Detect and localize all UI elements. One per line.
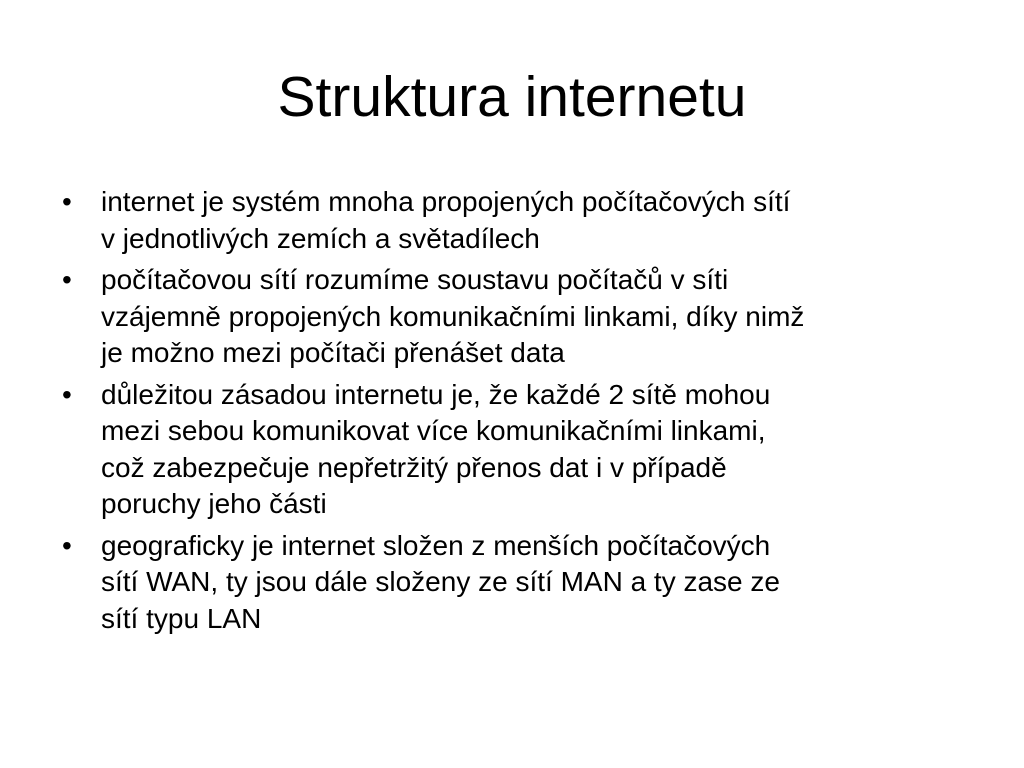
bullet-line: počítačovou sítí rozumíme soustavu počítačů v síti [101, 264, 729, 295]
bullet-icon: • [62, 186, 72, 217]
bullet-line: sítí WAN, ty jsou dále složeny ze sítí MAN a ty zase ze [101, 566, 780, 597]
bullet-line: důležitou zásadou internetu je, že každé 2 sítě mohou [101, 378, 771, 410]
bullet-list [62, 184, 982, 642]
bullet-line: což zabezpečuje nepřetržitý přenos dat i v případě [101, 451, 727, 483]
bullet-line: vzájemně propojených komunikačními linkami, díky nimž [101, 300, 805, 332]
bullet-item [62, 528, 982, 638]
bullet-item [62, 262, 982, 372]
bullet-line: v jednotlivých zemích a světadílech [101, 222, 540, 254]
bullet-icon: • [62, 378, 72, 410]
bullet-line: sítí typu LAN [101, 602, 262, 634]
bullet-text [101, 184, 982, 257]
bullet-text [101, 262, 982, 372]
bullet-item [62, 184, 982, 257]
bullet-line: poruchy jeho části [101, 488, 327, 519]
slide-title: Struktura internetu [277, 65, 747, 129]
bullet-icon: • [62, 529, 72, 561]
bullet-line: geograficky je internet složen z menších počítačových [101, 529, 771, 561]
bullet-line: mezi sebou komunikovat více komunikačními linkami, [101, 415, 766, 446]
bullet-item [62, 377, 982, 523]
bullet-icon: • [62, 264, 72, 295]
bullet-line: je možno mezi počítači přenášet data [101, 337, 565, 368]
bullet-text [101, 377, 982, 523]
bullet-line: internet je systém mnoha propojených počítačových sítí [101, 186, 791, 217]
bullet-text [101, 528, 982, 638]
